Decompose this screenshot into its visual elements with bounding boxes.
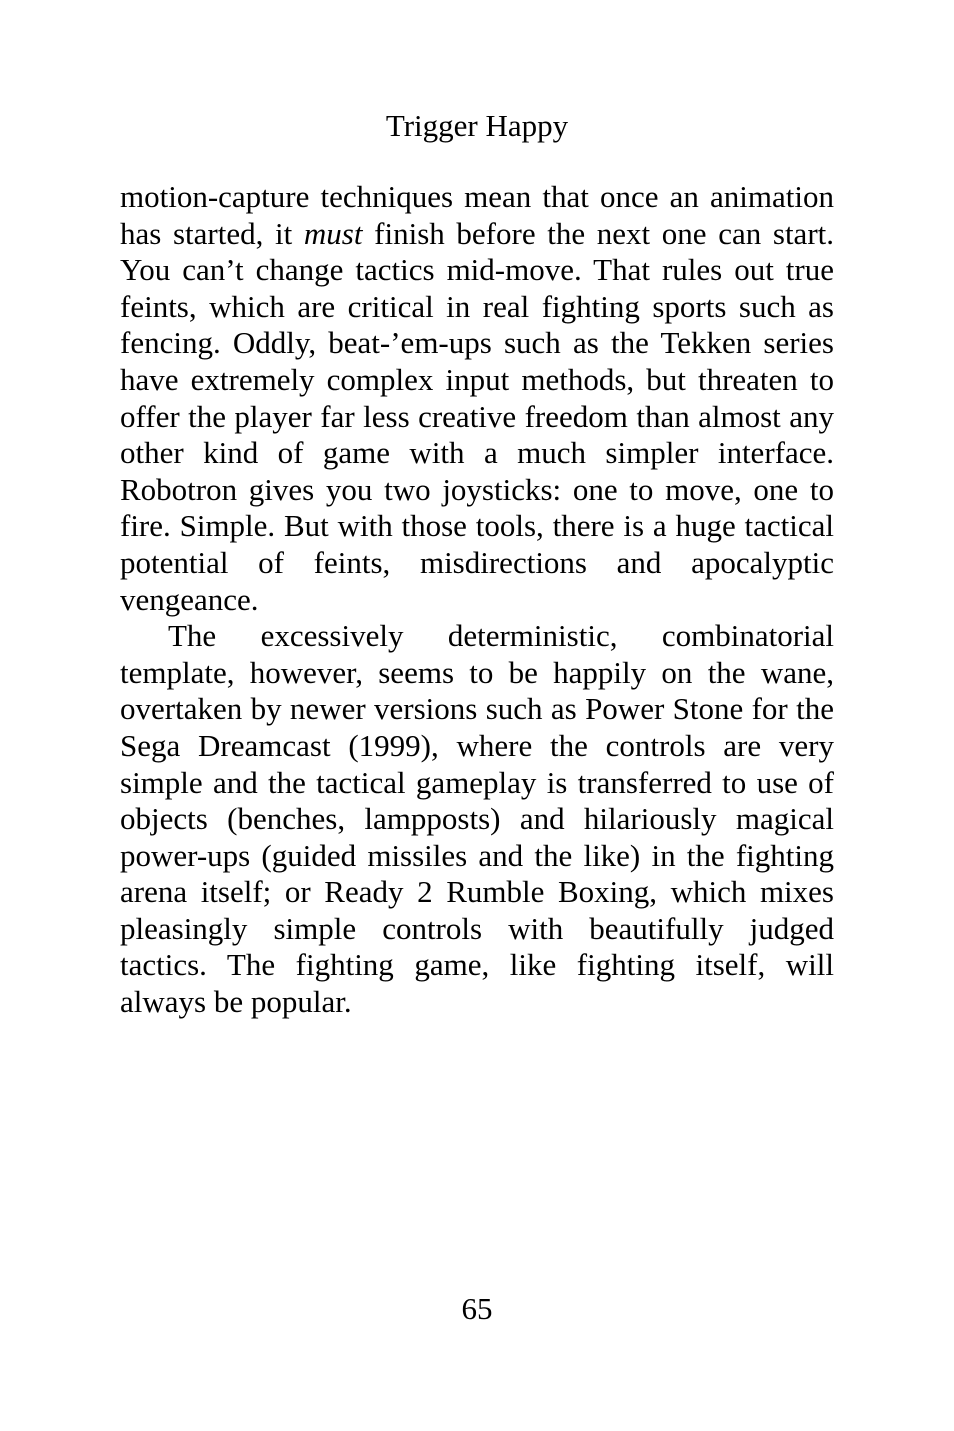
emphasis-text: must (303, 215, 363, 251)
body-text (120, 179, 834, 1021)
paragraph-text-start: motion-capture techniques mean that once an animation has started, it (120, 179, 834, 251)
paragraph (120, 179, 834, 618)
paragraph: The excessively deterministic, combinatorial template, however, seems to be happily on the wane, overtaken by newer versions such as Power Stone for the Sega Dreamcast (1999), where the controls are very simple and the tactical gameplay is transferred to use of objects (benches, lampposts) and hilariously magical power-ups (guided missiles and the like) in the fighting arena itself; or Ready 2 Rumble Boxing, which mixes pleasingly simple controls with beautifully judged tactics. The fighting game, like fighting itself, will always be popular. (120, 618, 834, 1020)
running-head: Trigger Happy (385, 108, 569, 143)
page-number: 65 (461, 1291, 493, 1326)
paragraph-text-end: finish before the next one can start. You can’t change tactics mid-move. That rules out true feints, which are critical in real fighting sports such as fencing. Oddly, beat-’em-ups such as the Tekken series have extremely complex input methods, but threaten to offer the player far less creative freedom than almost any other kind of game with a much simpler interface. Robotron gives you two joysticks: one to move, one to fire. Simple. But with those tools, there is a huge tactical potential of feints, misdirections and apocalyptic vengeance. (120, 215, 834, 617)
